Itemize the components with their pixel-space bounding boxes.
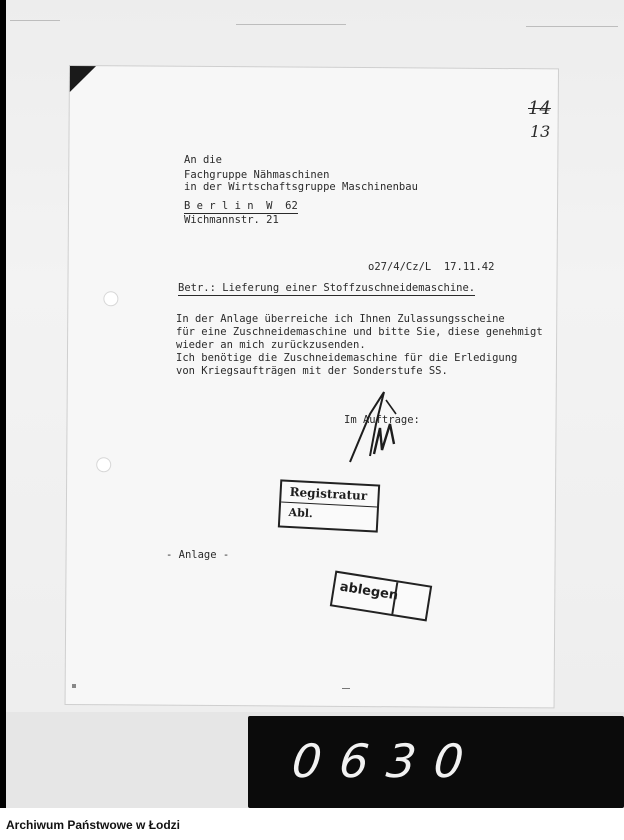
recipient-city: B e r l i n W 62 — [184, 200, 298, 212]
ablegen-stamp-label: ablegen — [338, 579, 400, 604]
registratur-stamp — [278, 479, 380, 532]
sheet-artifact — [342, 688, 350, 689]
rule-line — [526, 26, 618, 27]
rule-line — [10, 20, 60, 21]
body-line: für eine Zuschneidemaschine und bitte Sie, diese genehmigt — [176, 326, 543, 338]
letter-sheet — [66, 66, 558, 707]
recipient-line-2: Fachgruppe Nähmaschinen — [184, 169, 330, 181]
body-line: wieder an mich zurückzusenden. — [176, 339, 366, 351]
punch-hole-bottom — [97, 458, 110, 471]
registratur-stamp-abl: Abl. — [288, 505, 314, 521]
body-line: von Kriegsaufträgen mit der Sonderstufe SS. — [176, 365, 448, 377]
rule-line — [236, 24, 346, 25]
recipient-street: Wichmannstr. 21 — [184, 214, 279, 226]
punch-hole-top — [104, 292, 117, 305]
archive-caption-bar — [0, 808, 624, 840]
body-line: In der Anlage überreiche ich Ihnen Zulassungsscheine — [176, 313, 505, 325]
folded-corner — [70, 66, 96, 92]
subject-line: Betr.: Lieferung einer Stoffzuschneidemaschine. — [178, 282, 476, 294]
body-line: Ich benötige die Zuschneidemaschine für die Erledigung — [176, 352, 518, 364]
signature-mark — [340, 384, 420, 468]
archive-name: Archiwum Państwowe w Łodzi — [6, 818, 181, 832]
recipient-line-1: An die — [184, 154, 222, 166]
letter-body — [176, 313, 543, 378]
reference-and-date: o27/4/Cz/L 17.11.42 — [368, 261, 495, 273]
folio-number-top: 14 — [528, 98, 551, 119]
registratur-stamp-title: Registratur — [289, 484, 368, 503]
closing-formula: Im Auftrage: — [344, 414, 420, 426]
enclosure-note: - Anlage - — [166, 549, 230, 561]
folio-number-bottom: 13 — [530, 122, 551, 141]
recipient-line-3: in der Wirtschaftsgruppe Maschinenbau — [184, 181, 418, 193]
sheet-artifact — [72, 684, 76, 688]
film-frame-number: 0630 — [289, 734, 485, 788]
